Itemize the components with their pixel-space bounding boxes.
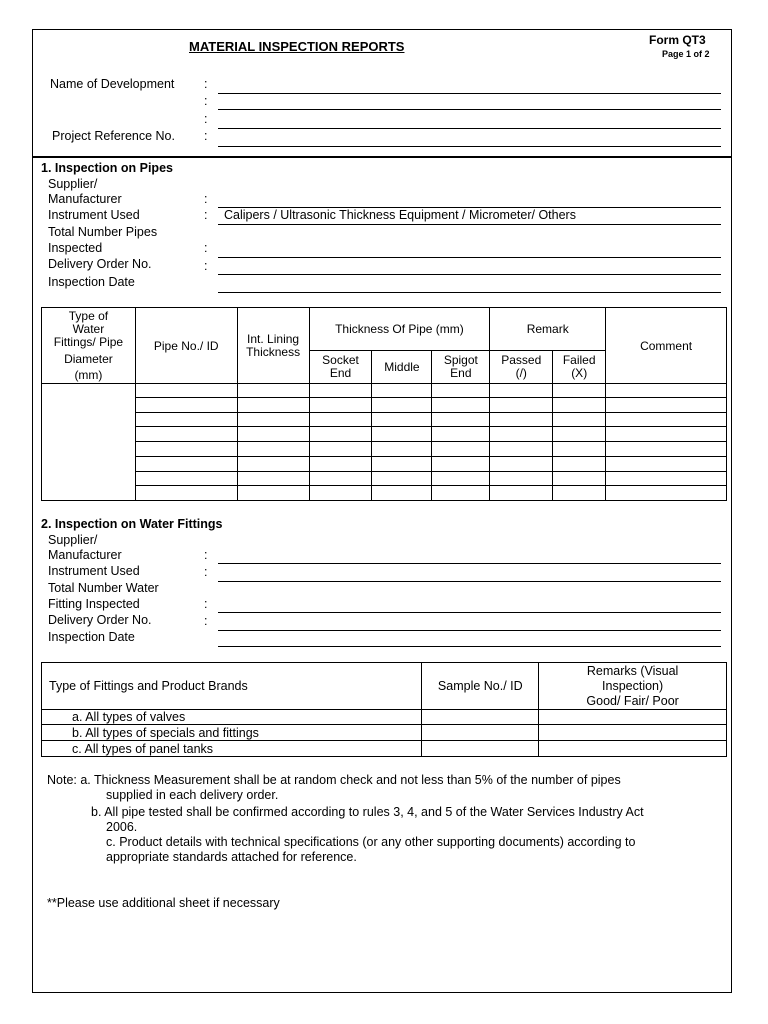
remarks-cell[interactable]	[539, 741, 727, 757]
table-cell[interactable]	[237, 457, 309, 472]
colon: :	[204, 241, 208, 255]
table-cell[interactable]	[490, 472, 553, 486]
fittings-total-label: Total Number Water	[48, 581, 159, 595]
table-cell[interactable]	[553, 486, 606, 501]
fittings-table	[41, 662, 727, 757]
table-cell[interactable]	[135, 427, 237, 442]
table-cell[interactable]	[309, 413, 372, 427]
fittings-supplier-field[interactable]	[218, 563, 721, 564]
pipes-instrument-value: Calipers / Ultrasonic Thickness Equipment / Micrometer/ Others	[224, 208, 576, 222]
sub-socket-text: End	[329, 366, 352, 380]
fittings-date-field[interactable]	[218, 646, 721, 647]
form-title: MATERIAL INSPECTION REPORTS	[189, 39, 405, 54]
table-cell[interactable]	[309, 384, 372, 398]
page-number: Page 1 of 2	[662, 49, 710, 59]
table-cell[interactable]	[237, 398, 309, 413]
colon: :	[204, 548, 208, 562]
sub-failed-header	[553, 351, 606, 384]
table-cell[interactable]	[606, 413, 727, 427]
col-remark-header: Remark	[490, 308, 606, 351]
table-cell[interactable]	[135, 413, 237, 427]
pipes-table	[41, 307, 727, 501]
table-row	[42, 472, 727, 486]
col-type-text: (mm)	[74, 367, 103, 382]
col-remarks-text: Remarks (Visual	[586, 663, 679, 678]
colon: :	[204, 192, 208, 206]
pipes-manufacturer-label: Manufacturer	[48, 192, 122, 206]
col-fittings-type-header: Type of Fittings and Product Brands	[42, 663, 422, 710]
name-of-development-field-3[interactable]	[218, 128, 721, 129]
project-reference-field[interactable]	[218, 146, 721, 147]
sub-passed-text: (/)	[515, 366, 527, 380]
colon: :	[204, 259, 208, 273]
fittings-manufacturer-label: Manufacturer	[48, 548, 122, 562]
sample-cell[interactable]	[422, 710, 539, 725]
table-row	[42, 427, 727, 442]
col-type-text: Diameter	[64, 351, 113, 366]
form-page	[32, 29, 732, 993]
table-cell[interactable]	[553, 457, 606, 472]
sub-failed-text: (X)	[571, 366, 588, 380]
table-cell[interactable]	[309, 442, 372, 457]
table-row	[42, 486, 727, 501]
table-cell[interactable]	[606, 457, 727, 472]
table-cell[interactable]	[135, 486, 237, 501]
table-cell[interactable]	[372, 413, 432, 427]
table-cell[interactable]	[372, 427, 432, 442]
table-row	[42, 398, 727, 413]
table-cell[interactable]	[135, 442, 237, 457]
col-comment-header: Comment	[606, 308, 727, 384]
table-cell[interactable]	[606, 472, 727, 486]
table-cell[interactable]	[309, 398, 372, 413]
table-cell[interactable]	[135, 398, 237, 413]
table-cell[interactable]	[606, 486, 727, 501]
table-cell[interactable]	[606, 384, 727, 398]
note-b-line1: b. All pipe tested shall be confirmed according to rules 3, 4, and 5 of the Water Services Industry Act	[91, 805, 644, 819]
table-row	[42, 741, 727, 757]
note-a-line2: supplied in each delivery order.	[106, 788, 279, 802]
table-cell[interactable]	[553, 427, 606, 442]
sample-cell[interactable]	[422, 725, 539, 741]
table-cell[interactable]	[135, 384, 237, 398]
table-cell[interactable]	[237, 427, 309, 442]
table-cell[interactable]	[490, 398, 553, 413]
table-cell[interactable]	[372, 472, 432, 486]
table-row	[42, 442, 727, 457]
table-cell[interactable]	[432, 398, 490, 413]
colon: :	[204, 208, 208, 222]
pipes-section-heading: 1. Inspection on Pipes	[41, 161, 173, 175]
table-cell[interactable]	[490, 427, 553, 442]
note-b-line2: 2006.	[106, 820, 138, 834]
col-thickness-header: Thickness Of Pipe (mm)	[309, 308, 490, 351]
fitting-type-valves: a. All types of valves	[42, 710, 422, 725]
table-cell[interactable]	[606, 442, 727, 457]
remarks-cell[interactable]	[539, 710, 727, 725]
table-cell[interactable]	[606, 398, 727, 413]
table-cell[interactable]	[553, 398, 606, 413]
pipes-supplier-label: Supplier/	[48, 177, 98, 191]
table-row	[42, 710, 727, 725]
col-type-text: Water	[72, 321, 105, 336]
table-cell[interactable]	[490, 442, 553, 457]
fittings-date-label: Inspection Date	[48, 630, 135, 644]
colon: :	[204, 94, 208, 108]
col-type-text: Type of	[68, 308, 109, 323]
sub-passed-header	[490, 351, 553, 384]
table-row	[42, 413, 727, 427]
table-cell[interactable]	[237, 413, 309, 427]
fittings-section-heading: 2. Inspection on Water Fittings	[41, 517, 223, 531]
additional-sheet-note: **Please use additional sheet if necessary	[47, 896, 280, 910]
colon: :	[204, 77, 208, 91]
fittings-instrument-label: Instrument Used	[48, 564, 140, 578]
table-cell[interactable]	[432, 413, 490, 427]
note-c-line2: appropriate standards attached for reference.	[106, 850, 357, 864]
fittings-instrument-field[interactable]	[218, 581, 721, 582]
pipes-delivery-field[interactable]	[218, 274, 721, 275]
table-cell[interactable]	[553, 472, 606, 486]
sample-cell[interactable]	[422, 741, 539, 757]
col-pipe-no-header: Pipe No./ ID	[135, 308, 237, 384]
name-of-development-field-2[interactable]	[218, 109, 721, 110]
col-sample-header: Sample No./ ID	[422, 663, 539, 710]
table-row	[42, 725, 727, 741]
col-type-text: Fittings/ Pipe	[53, 334, 124, 349]
col-lining-header	[237, 308, 309, 384]
sub-middle-header: Middle	[372, 351, 432, 384]
table-cell[interactable]	[372, 384, 432, 398]
colon: :	[204, 129, 208, 143]
table-cell[interactable]	[309, 427, 372, 442]
project-reference-label: Project Reference No.	[52, 129, 175, 143]
table-cell[interactable]	[432, 427, 490, 442]
table-cell[interactable]	[372, 398, 432, 413]
form-number: Form QT3	[649, 33, 706, 47]
table-cell[interactable]	[372, 442, 432, 457]
col-remarks-text: Good/ Fair/ Poor	[586, 693, 679, 708]
table-cell[interactable]	[372, 457, 432, 472]
table-cell[interactable]	[606, 427, 727, 442]
table-cell[interactable]	[490, 413, 553, 427]
pipes-total-field[interactable]	[218, 257, 721, 258]
table-cell[interactable]	[309, 457, 372, 472]
sub-socket-header	[309, 351, 372, 384]
colon: :	[204, 597, 208, 611]
fittings-delivery-field[interactable]	[218, 630, 721, 631]
table-cell[interactable]	[432, 472, 490, 486]
sub-socket-text: Socket	[322, 353, 359, 367]
table-cell[interactable]	[309, 486, 372, 501]
remarks-cell[interactable]	[539, 725, 727, 741]
table-row	[42, 457, 727, 472]
table-cell[interactable]	[372, 486, 432, 501]
table-cell[interactable]	[237, 472, 309, 486]
table-cell[interactable]	[237, 442, 309, 457]
table-cell[interactable]	[135, 472, 237, 486]
pipes-total-label: Total Number Pipes	[48, 225, 158, 239]
pipes-date-field[interactable]	[218, 292, 721, 293]
table-cell[interactable]	[135, 457, 237, 472]
table-cell[interactable]	[553, 413, 606, 427]
sub-spigot-header	[432, 351, 490, 384]
pipes-date-label: Inspection Date	[48, 275, 135, 289]
fitting-type-specials: b. All types of specials and fittings	[42, 725, 422, 741]
fittings-inspected-label: Fitting Inspected	[48, 597, 140, 611]
name-of-development-field[interactable]	[218, 93, 721, 94]
table-cell[interactable]	[432, 486, 490, 501]
table-cell[interactable]	[432, 442, 490, 457]
pipes-instrument-label: Instrument Used	[48, 208, 140, 222]
col-lining-text: Int. Lining	[247, 331, 300, 346]
fitting-type-panel-tanks: c. All types of panel tanks	[42, 741, 422, 757]
fittings-total-field[interactable]	[218, 612, 721, 613]
type-cell[interactable]	[42, 384, 136, 501]
colon: :	[204, 614, 208, 628]
sub-passed-text: Passed	[501, 353, 542, 367]
note-a-line1: Note: a. Thickness Measurement shall be at random check and not less than 5% of the number of pipes	[47, 773, 621, 787]
section-divider	[33, 156, 731, 158]
table-cell[interactable]	[432, 384, 490, 398]
sub-failed-text: Failed	[562, 353, 596, 367]
table-cell[interactable]	[432, 457, 490, 472]
col-remarks-text: Inspection)	[602, 678, 664, 693]
colon: :	[204, 112, 208, 126]
table-cell[interactable]	[553, 442, 606, 457]
table-cell[interactable]	[490, 457, 553, 472]
name-of-development-label: Name of Development	[50, 77, 175, 91]
note-c-line1: c. Product details with technical specifications (or any other supporting documents) according to	[106, 835, 636, 849]
col-type-header	[42, 308, 136, 384]
colon: :	[204, 565, 208, 579]
table-cell[interactable]	[490, 486, 553, 501]
col-lining-text: Thickness	[246, 344, 301, 359]
table-cell[interactable]	[490, 384, 553, 398]
table-cell[interactable]	[553, 384, 606, 398]
table-cell[interactable]	[237, 486, 309, 501]
table-cell[interactable]	[309, 472, 372, 486]
table-cell[interactable]	[237, 384, 309, 398]
col-visual-remarks-header	[539, 663, 727, 710]
fittings-delivery-label: Delivery Order No.	[48, 613, 152, 627]
pipes-instrument-field[interactable]	[218, 224, 721, 225]
sub-spigot-text: End	[450, 366, 472, 380]
pipes-inspected-label: Inspected	[48, 241, 103, 255]
fittings-supplier-label: Supplier/	[48, 533, 98, 547]
sub-spigot-text: Spigot	[443, 353, 478, 367]
pipes-delivery-label: Delivery Order No.	[48, 257, 152, 271]
